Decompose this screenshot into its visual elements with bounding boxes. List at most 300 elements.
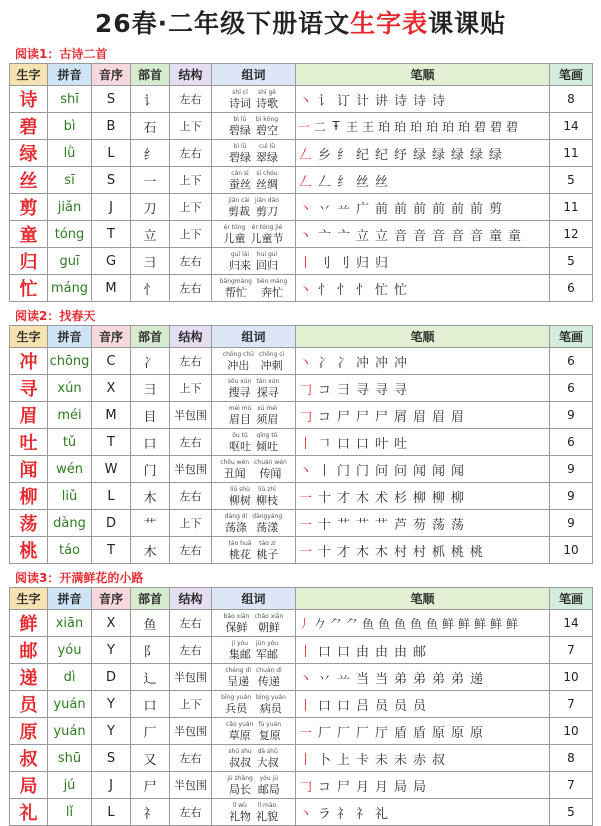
word-item	[221, 695, 251, 714]
pinyin-cell: chōng	[48, 348, 92, 375]
char-cell: 荡	[10, 510, 48, 537]
words-cell	[212, 483, 296, 510]
structure-cell: 左右	[170, 483, 212, 510]
stroke-count-cell: 14	[550, 610, 593, 637]
stroke-step: 月	[374, 779, 388, 795]
pinyin-cell: bì	[48, 113, 92, 140]
stroke-step: 音	[431, 228, 445, 244]
char-cell: 鲜	[10, 610, 48, 637]
stroke-step: 艹	[336, 517, 350, 533]
initial-cell: Y	[92, 691, 131, 718]
char-cell: 递	[10, 664, 48, 691]
structure-cell: 上下	[170, 113, 212, 140]
word-text: 丝绸	[256, 177, 278, 191]
radical-cell: 一	[131, 167, 170, 194]
word-pinyin: bì lǜ	[233, 115, 247, 123]
stroke-order-cell	[296, 456, 550, 483]
word-text: 蚕丝	[229, 177, 251, 191]
word-item	[229, 541, 252, 560]
pinyin-cell: yuán	[48, 691, 92, 718]
stroke-step: 问	[393, 463, 407, 479]
word-text: 草原	[228, 728, 251, 742]
stroke-step: 绿	[431, 147, 445, 163]
stroke-sequence	[296, 171, 549, 190]
header-radical: 部首	[131, 326, 170, 348]
table-header-row	[10, 588, 593, 610]
stroke-step: 尸	[374, 409, 388, 425]
word-pinyin: ér tóng	[223, 223, 246, 231]
initial-cell: M	[92, 275, 131, 302]
stroke-step: 丿	[297, 616, 310, 631]
word-item	[229, 144, 251, 163]
word-pinyin: cháo xiān	[254, 612, 284, 620]
words-cell	[212, 113, 296, 140]
stroke-step: 未	[393, 752, 407, 768]
stroke-step: 桃	[469, 544, 483, 560]
table-row	[10, 248, 593, 275]
stroke-step: 丶	[298, 671, 312, 687]
stroke-step: 鱼	[377, 616, 390, 631]
stroke-count-cell: 6	[550, 275, 593, 302]
header-structure: 结构	[170, 326, 212, 348]
word-pinyin: chéng dì	[225, 666, 251, 674]
stroke-step: 卜	[317, 752, 331, 768]
stroke-step: 鲜	[489, 616, 502, 631]
stroke-step: 弟	[412, 671, 426, 687]
header-pinyin: 拼音	[48, 326, 92, 348]
word-item	[220, 279, 252, 298]
words-cell	[212, 745, 296, 772]
word-item	[229, 406, 252, 425]
stroke-step: 诗	[393, 93, 407, 109]
stroke-step: 桃	[450, 544, 464, 560]
stroke-step: ⺈	[345, 616, 358, 631]
structure-cell: 左右	[170, 275, 212, 302]
word-text: 叔叔	[229, 755, 251, 769]
pinyin-cell: sī	[48, 167, 92, 194]
stroke-step: 冲	[374, 355, 388, 371]
words-cell	[212, 167, 296, 194]
header-initial: 音序	[92, 588, 131, 610]
stroke-step: 丨	[298, 644, 312, 660]
stroke-step: 亠	[317, 228, 331, 244]
stroke-sequence	[296, 668, 549, 687]
word-pinyin: sōu xún	[227, 377, 252, 385]
word-item	[256, 171, 278, 190]
stroke-order-cell	[296, 140, 550, 167]
word-pinyin: jí yóu	[231, 639, 249, 647]
table-row	[10, 140, 593, 167]
stroke-step: 一	[297, 119, 310, 134]
pinyin-cell: xiān	[48, 610, 92, 637]
word-pinyin: táo zi	[259, 539, 276, 547]
stroke-sequence	[296, 776, 549, 795]
stroke-count-cell: 6	[550, 375, 593, 402]
header-pinyin: 拼音	[48, 64, 92, 86]
structure-cell: 左右	[170, 348, 212, 375]
structure-cell: 左右	[170, 140, 212, 167]
word-item	[256, 144, 278, 163]
stroke-step: ラ	[317, 806, 331, 822]
words-cell	[212, 637, 296, 664]
structure-cell: 半包围	[170, 456, 212, 483]
stroke-step: 鱼	[425, 616, 438, 631]
pinyin-cell: táo	[48, 537, 92, 564]
word-pinyin: chǒu wén	[220, 458, 250, 466]
char-cell: 寻	[10, 375, 48, 402]
stroke-step: 𠃋	[317, 174, 331, 190]
stroke-count-cell: 6	[550, 429, 593, 456]
char-cell: 柳	[10, 483, 48, 510]
stroke-step: 一	[298, 490, 312, 506]
stroke-step: 寻	[374, 382, 388, 398]
stroke-step: 丶	[298, 228, 312, 244]
stroke-step: 乡	[317, 147, 331, 163]
word-item	[256, 433, 278, 452]
words-cell	[212, 221, 296, 248]
stroke-step: 厂	[317, 725, 331, 741]
structure-cell: 左右	[170, 537, 212, 564]
word-pinyin: ǒu tǔ	[232, 431, 248, 439]
stroke-step: 闻	[412, 463, 426, 479]
stroke-step: 鲜	[457, 616, 470, 631]
stroke-step: 术	[374, 490, 388, 506]
stroke-step: 上	[336, 752, 350, 768]
stroke-step: 村	[412, 544, 426, 560]
stroke-step: 卡	[355, 752, 369, 768]
word-list	[212, 803, 295, 822]
word-text: 剪刀	[255, 204, 278, 218]
stroke-sequence	[296, 749, 549, 768]
stroke-step: 十	[317, 544, 331, 560]
stroke-sequence	[296, 803, 549, 822]
word-text: 军邮	[256, 647, 278, 661]
stroke-count-cell: 10	[550, 537, 593, 564]
stroke-step: 珀	[457, 119, 470, 134]
stroke-step: 𠃌	[298, 382, 312, 398]
word-item	[227, 776, 253, 795]
stroke-step: 碧	[505, 119, 518, 134]
structure-cell: 左右	[170, 248, 212, 275]
stroke-order-cell	[296, 537, 550, 564]
stroke-sequence	[296, 198, 549, 217]
word-pinyin: shī cí	[232, 88, 248, 96]
words-cell	[212, 429, 296, 456]
word-text: 局长	[229, 782, 251, 796]
stroke-count-cell: 12	[550, 221, 593, 248]
header-char: 生字	[10, 588, 48, 610]
word-pinyin: méi mù	[228, 404, 252, 412]
stroke-step: 忄	[336, 282, 350, 298]
header-count: 笔画	[550, 326, 593, 348]
word-pinyin: jú zhǎng	[227, 774, 253, 782]
word-text: 复原	[258, 728, 281, 742]
stroke-order-cell	[296, 483, 550, 510]
pinyin-cell: dì	[48, 664, 92, 691]
stroke-step: 丝	[355, 174, 369, 190]
word-item	[229, 117, 251, 136]
word-list	[212, 406, 295, 425]
stroke-step: 碧	[489, 119, 502, 134]
word-pinyin: cǎo yuán	[225, 720, 254, 728]
stroke-step: 鲜	[505, 616, 518, 631]
char-cell: 丝	[10, 167, 48, 194]
stroke-step: 由	[355, 644, 369, 660]
stroke-step: 忙	[374, 282, 388, 298]
table-row	[10, 375, 593, 402]
words-cell	[212, 86, 296, 113]
word-item	[256, 641, 278, 660]
words-cell	[212, 248, 296, 275]
header-char: 生字	[10, 326, 48, 348]
stroke-step: 丶	[298, 463, 312, 479]
table-row	[10, 402, 593, 429]
stroke-step: 丷	[317, 201, 331, 217]
stroke-step: 前	[374, 201, 388, 217]
pinyin-cell: yuán	[48, 718, 92, 745]
table-row	[10, 167, 593, 194]
char-cell: 碧	[10, 113, 48, 140]
initial-cell: X	[92, 610, 131, 637]
pinyin-cell: tǔ	[48, 429, 92, 456]
words-cell	[212, 375, 296, 402]
stroke-step: 口	[355, 436, 369, 452]
radical-cell: 忄	[131, 275, 170, 302]
stroke-step: コ	[317, 382, 331, 398]
char-cell: 归	[10, 248, 48, 275]
stroke-count-cell: 7	[550, 772, 593, 799]
stroke-step: 厂	[336, 725, 350, 741]
table-row	[10, 745, 593, 772]
stroke-step: 礼	[374, 806, 388, 822]
stroke-step: 员	[374, 698, 388, 714]
stroke-step: 忄	[317, 282, 331, 298]
stroke-step: 厂	[355, 725, 369, 741]
header-words: 组词	[212, 588, 296, 610]
word-item	[254, 460, 287, 479]
stroke-step: 口	[317, 698, 331, 714]
word-item	[256, 695, 286, 714]
table-row	[10, 275, 593, 302]
char-cell: 员	[10, 691, 48, 718]
word-item	[258, 722, 281, 741]
word-item	[224, 614, 250, 633]
word-item	[256, 668, 282, 687]
stroke-step: 绿	[488, 147, 502, 163]
structure-cell: 左右	[170, 429, 212, 456]
word-list	[212, 171, 295, 190]
word-item	[228, 198, 250, 217]
word-item	[229, 90, 251, 109]
stroke-step: 绿	[469, 147, 483, 163]
stroke-step: 丨	[298, 698, 312, 714]
stroke-step: 员	[393, 698, 407, 714]
stroke-count-cell: 7	[550, 691, 593, 718]
stroke-step: 叶	[374, 436, 388, 452]
stroke-step: 荡	[450, 517, 464, 533]
word-text: 集邮	[228, 647, 251, 661]
stroke-step: 眉	[431, 409, 445, 425]
word-pinyin: bāngmáng	[219, 277, 252, 285]
radical-cell: 又	[131, 745, 170, 772]
stroke-step: 剪	[488, 201, 502, 217]
stroke-step: 未	[374, 752, 388, 768]
word-text: 兵员	[225, 701, 248, 715]
stroke-count-cell: 11	[550, 194, 593, 221]
sections-container	[9, 46, 592, 826]
initial-cell: J	[92, 772, 131, 799]
stroke-step: 木	[355, 490, 369, 506]
stroke-order-cell	[296, 718, 550, 745]
structure-cell: 半包围	[170, 664, 212, 691]
pinyin-cell: jú	[48, 772, 92, 799]
word-pinyin: chōng cì	[258, 350, 285, 358]
stroke-step: 忄	[355, 282, 369, 298]
initial-cell: Y	[92, 718, 131, 745]
word-pinyin: liǔ shù	[230, 485, 250, 493]
stroke-step: 珀	[377, 119, 390, 134]
word-text: 荡漾	[256, 520, 279, 534]
initial-cell: B	[92, 113, 131, 140]
stroke-step: 广	[355, 201, 369, 217]
header-structure: 结构	[170, 588, 212, 610]
stroke-step: 𠃍	[317, 436, 331, 452]
word-pinyin: yóu jú	[259, 774, 279, 782]
stroke-step: 由	[374, 644, 388, 660]
word-text: 探寻	[256, 385, 279, 399]
character-table	[9, 63, 593, 302]
word-text: 朝鲜	[257, 620, 280, 634]
char-cell: 吐	[10, 429, 48, 456]
table-row	[10, 86, 593, 113]
stroke-step: 前	[431, 201, 445, 217]
stroke-order-cell	[296, 113, 550, 140]
structure-cell: 上下	[170, 691, 212, 718]
table-row	[10, 718, 593, 745]
stroke-step: 纟	[336, 147, 350, 163]
word-item	[252, 514, 282, 533]
stroke-step: 冫	[317, 355, 331, 371]
stroke-step: 𠃋	[298, 174, 312, 190]
stroke-step: 丶	[298, 355, 312, 371]
table-row	[10, 483, 593, 510]
structure-cell: 左右	[170, 610, 212, 637]
stroke-count-cell: 10	[550, 664, 593, 691]
stroke-count-cell: 9	[550, 510, 593, 537]
pinyin-cell: lǐ	[48, 799, 92, 826]
stroke-order-cell	[296, 275, 550, 302]
structure-cell: 上下	[170, 510, 212, 537]
structure-cell: 上下	[170, 167, 212, 194]
stroke-count-cell: 9	[550, 402, 593, 429]
word-pinyin: fù yuán	[258, 720, 282, 728]
radical-cell: 纟	[131, 140, 170, 167]
word-item	[258, 776, 280, 795]
word-text: 剪裁	[228, 204, 251, 218]
words-cell	[212, 537, 296, 564]
stroke-count-cell: 9	[550, 483, 593, 510]
stroke-step: 十	[317, 517, 331, 533]
stroke-step: 前	[412, 201, 426, 217]
stroke-step: 冲	[355, 355, 369, 371]
initial-cell: L	[92, 483, 131, 510]
stroke-order-cell	[296, 772, 550, 799]
stroke-sequence	[296, 118, 549, 135]
radical-cell: 鱼	[131, 610, 170, 637]
stroke-step: 碧	[473, 119, 486, 134]
words-cell	[212, 402, 296, 429]
stroke-step: 月	[355, 779, 369, 795]
radical-cell: 石	[131, 113, 170, 140]
word-list	[212, 641, 295, 660]
stroke-step: 杉	[393, 490, 407, 506]
word-pinyin: chuán wén	[254, 458, 287, 466]
word-item	[257, 279, 287, 298]
word-list	[212, 90, 295, 109]
stroke-step: 丨	[298, 436, 312, 452]
radical-cell: 立	[131, 221, 170, 248]
stroke-step: 由	[393, 644, 407, 660]
char-cell: 剪	[10, 194, 48, 221]
word-pinyin: shū shu	[228, 747, 252, 755]
word-item	[256, 803, 278, 822]
stroke-sequence	[296, 514, 549, 533]
pinyin-cell: tóng	[48, 221, 92, 248]
stroke-step: Ŧ	[332, 119, 340, 133]
stroke-step: 前	[450, 201, 464, 217]
stroke-step: 员	[412, 698, 426, 714]
char-cell: 冲	[10, 348, 48, 375]
pinyin-cell: liǔ	[48, 483, 92, 510]
word-pinyin: táo huā	[228, 539, 252, 547]
stroke-step: 彐	[336, 382, 350, 398]
word-text: 大叔	[256, 755, 279, 769]
stroke-step: 一	[298, 517, 312, 533]
stroke-order-cell	[296, 510, 550, 537]
word-text: 碧空	[255, 123, 278, 137]
table-row	[10, 772, 593, 799]
structure-cell: 上下	[170, 221, 212, 248]
stroke-step: 订	[336, 93, 350, 109]
word-pinyin: lǐ wù	[233, 801, 247, 809]
word-pinyin: xū méi	[257, 404, 278, 412]
initial-cell: T	[92, 429, 131, 456]
initial-cell: G	[92, 248, 131, 275]
word-text: 呈递	[227, 674, 250, 688]
stroke-step: 立	[355, 228, 369, 244]
stroke-step: 木	[374, 544, 388, 560]
word-item	[226, 722, 253, 741]
word-item	[257, 749, 279, 768]
word-item	[229, 433, 251, 452]
radical-cell: 目	[131, 402, 170, 429]
pinyin-cell: wén	[48, 456, 92, 483]
stroke-step: 盾	[412, 725, 426, 741]
word-text: 呕吐	[229, 439, 251, 453]
stroke-sequence	[296, 460, 549, 479]
stroke-step: 荡	[431, 517, 445, 533]
stroke-count-cell: 10	[550, 718, 593, 745]
words-cell	[212, 691, 296, 718]
stroke-step: 柳	[450, 490, 464, 506]
initial-cell: C	[92, 348, 131, 375]
stroke-step: 屑	[393, 409, 407, 425]
table-row	[10, 510, 593, 537]
word-text: 眉目	[228, 412, 251, 426]
character-table	[9, 587, 593, 826]
stroke-step: 丶	[298, 201, 312, 217]
stroke-order-cell	[296, 429, 550, 456]
